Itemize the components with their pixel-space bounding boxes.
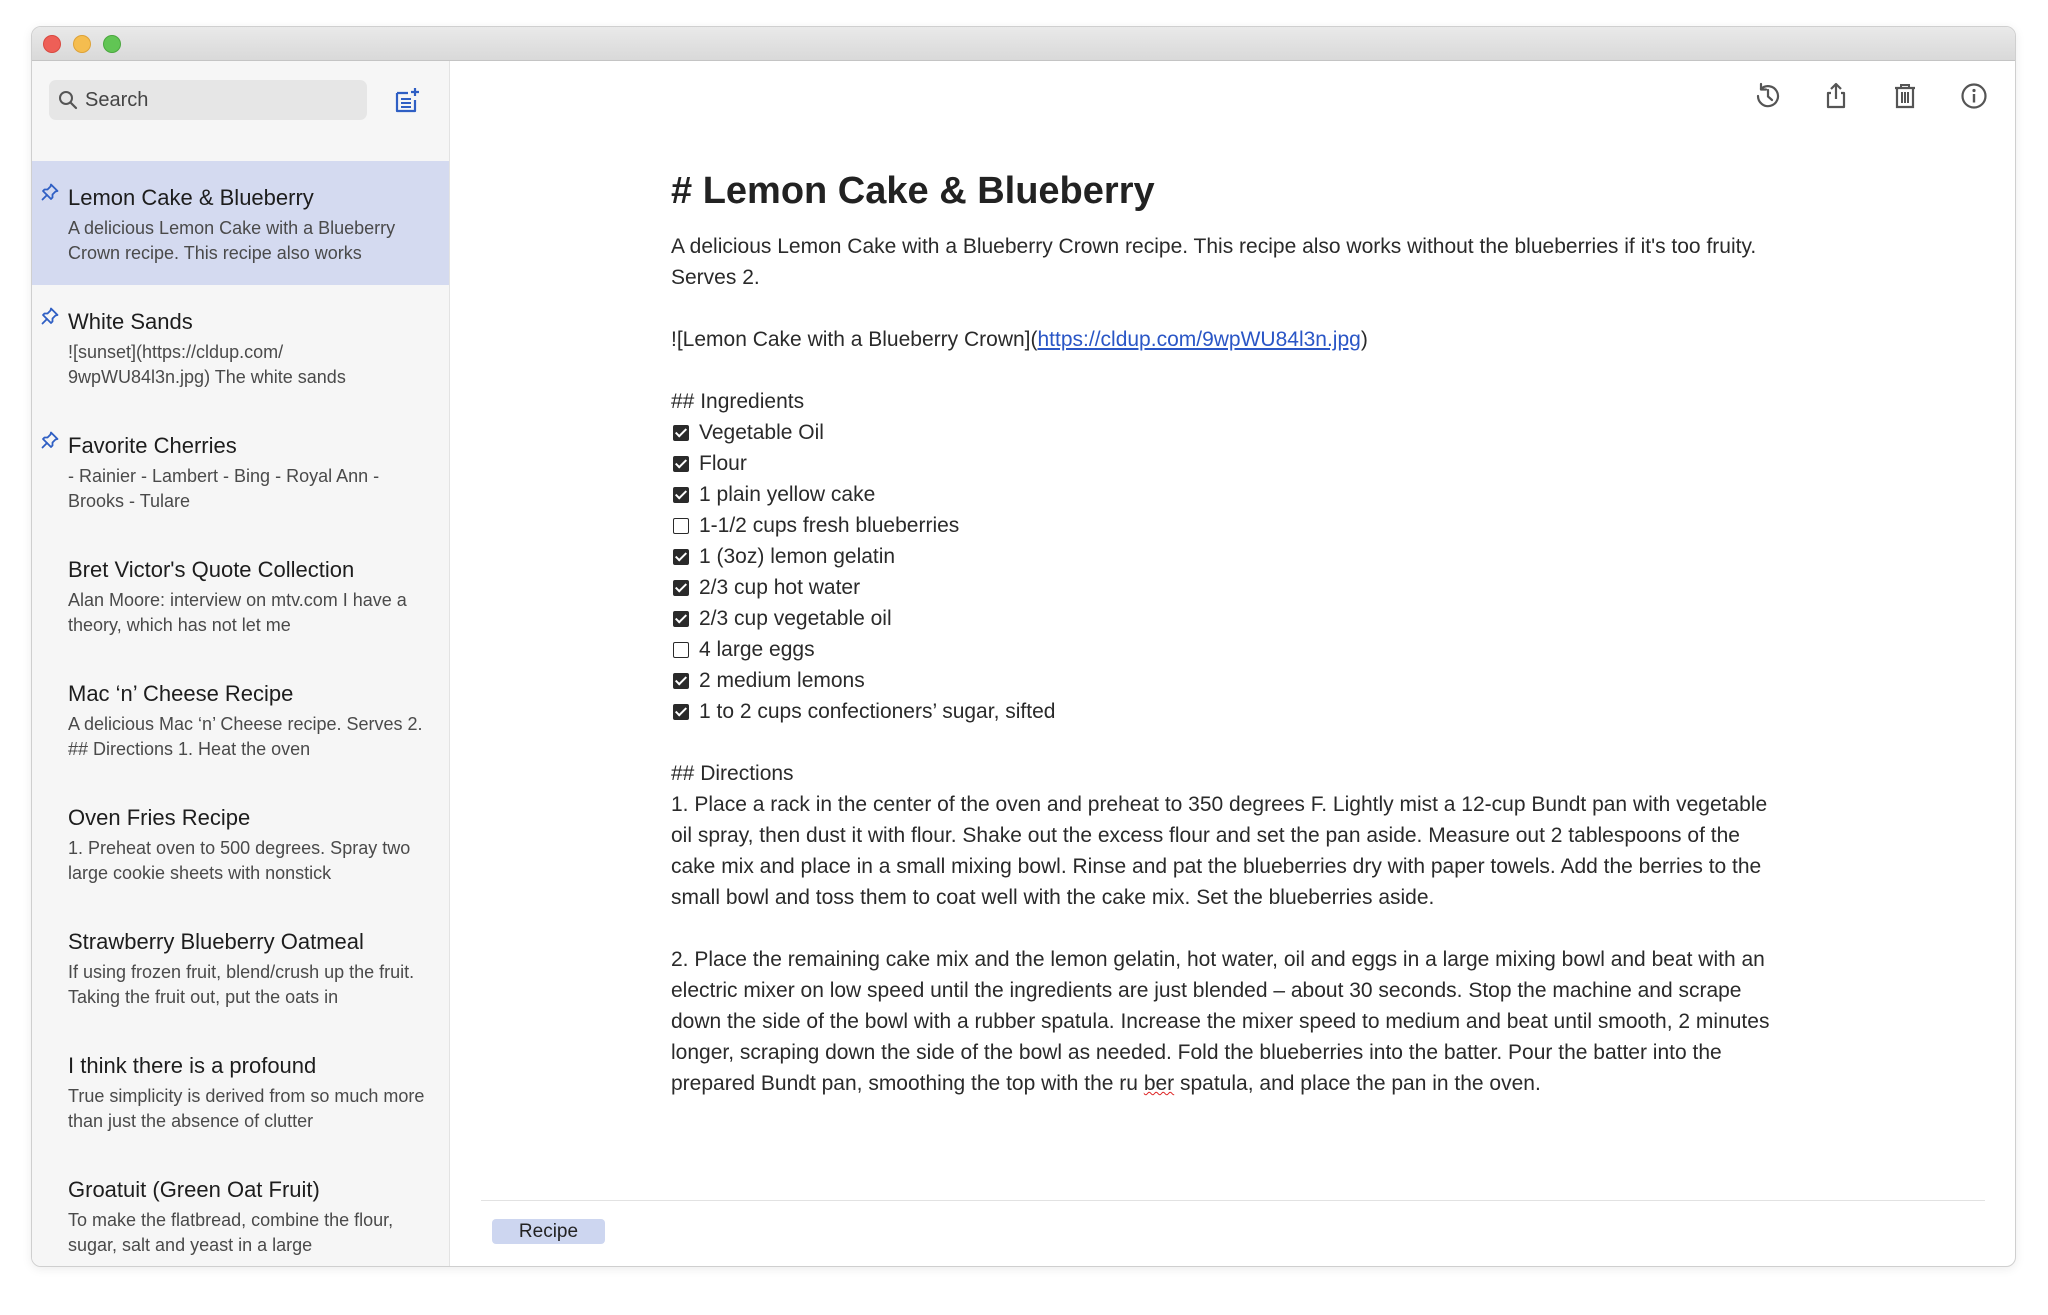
note-list-item[interactable] — [32, 905, 449, 1029]
direction-step-2 — [671, 944, 1781, 1099]
ingredient-label: 1-1/2 cups fresh blueberries — [699, 514, 960, 537]
ingredient-label: 1 to 2 cups confectioners’ sugar, sifted — [699, 700, 1056, 723]
note-list-item[interactable] — [32, 657, 449, 781]
note-title: White Sands — [68, 309, 193, 334]
note-title: Strawberry Blueberry Oatmeal — [68, 929, 364, 954]
direction-step-2-text: 2. Place the remaining cake mix and the lemon gelatin, hot water, oil and eggs in a large mixing bowl and beat with an electric mixer on low speed until the ingredients are just blended – about 30 seconds. Stop the machine and scrape down the side of the bowl with a rubber spatula. Increase the mixer speed to medium and beat until smooth, 2 minutes longer, scraping down the side of the bowl as needed. Fold the blueberries into the batter. Pour the batter into the prepared Bundt pan, smoothing the top with the ru — [671, 948, 1770, 1095]
note-list-item[interactable] — [32, 533, 449, 657]
directions-heading: ## Directions — [671, 762, 794, 785]
ingredient-item — [671, 479, 1781, 510]
pin-icon — [41, 307, 59, 325]
note-snippet: - Rainier - Lambert - Bing - Royal Ann - Brooks - Tulare — [68, 466, 380, 511]
ingredient-label: 2 medium lemons — [699, 669, 865, 692]
checked-checkbox[interactable] — [673, 611, 689, 627]
note-title: Mac ‘n’ Cheese Recipe — [68, 681, 294, 706]
note-snippet: True simplicity is derived from so much more than just the absence of clutter — [68, 1086, 425, 1131]
image-url-link[interactable]: https://cldup.com/9wpWU84l3n.jpg — [1037, 328, 1361, 351]
note-title: Oven Fries Recipe — [68, 805, 251, 830]
checked-checkbox[interactable] — [673, 704, 689, 720]
note-title: I think there is a profound — [68, 1053, 317, 1078]
checked-checkbox[interactable] — [673, 487, 689, 503]
note-snippet: A delicious Lemon Cake with a Blueberry Crown recipe. This recipe also works — [68, 218, 396, 263]
direction-step-2-end: spatula, and place the pan in the oven. — [1174, 1072, 1541, 1095]
trash-icon[interactable] — [1890, 81, 1920, 111]
share-icon[interactable] — [1821, 81, 1851, 111]
note-list-item[interactable] — [32, 161, 449, 285]
checked-checkbox[interactable] — [673, 456, 689, 472]
note-editor[interactable] — [671, 167, 1781, 1099]
ingredients-list — [671, 417, 1781, 727]
sidebar — [32, 61, 450, 1266]
info-icon[interactable] — [1959, 81, 1989, 111]
unchecked-checkbox[interactable] — [673, 518, 689, 534]
search-box[interactable] — [49, 80, 367, 120]
ingredient-label: 2/3 cup vegetable oil — [699, 607, 892, 630]
note-list-item[interactable] — [32, 409, 449, 533]
close-window-button[interactable] — [43, 35, 61, 53]
image-close-paren: ) — [1360, 328, 1368, 351]
spelling-error[interactable]: ber — [1143, 1072, 1175, 1095]
pin-icon — [41, 431, 59, 449]
footer-divider — [481, 1200, 1985, 1201]
note-snippet: If using frozen fruit, blend/crush up the fruit. Taking the fruit out, put the oats in — [68, 962, 415, 1007]
unchecked-checkbox[interactable] — [673, 642, 689, 658]
ingredient-label: 1 plain yellow cake — [699, 483, 876, 506]
note-title: Favorite Cherries — [68, 433, 237, 458]
direction-step-1: 1. Place a rack in the center of the oven and preheat to 350 degrees F. Lightly mist a 12-cup Bundt pan with vegetable oil spray, then dust it with flour. Shake out the excess flour and set the pan aside. Measure out 2 tablespoons of the cake mix and place in a small mixing bowl. Rinse and pat the blueberries dry with paper towels. Add the berries to the small bowl and toss them to coat well with the cake mix. Set the blueberries aside. — [671, 793, 1768, 909]
app-window — [31, 26, 2016, 1267]
note-list — [32, 161, 449, 1267]
checked-checkbox[interactable] — [673, 549, 689, 565]
checked-checkbox[interactable] — [673, 673, 689, 689]
image-markdown-line — [671, 324, 1781, 355]
title-bar — [32, 27, 2015, 61]
ingredient-item — [671, 541, 1781, 572]
tag-chip[interactable]: Recipe — [492, 1219, 605, 1244]
checked-checkbox[interactable] — [673, 425, 689, 441]
note-snippet: 1. Preheat oven to 500 degrees. Spray two large cookie sheets with nonstick — [68, 838, 411, 883]
ingredient-label: 4 large eggs — [699, 638, 815, 661]
new-note-icon[interactable] — [393, 86, 421, 114]
search-icon — [58, 90, 78, 110]
history-icon[interactable] — [1752, 81, 1782, 111]
note-title: Bret Victor's Quote Collection — [68, 557, 355, 582]
note-list-item[interactable] — [32, 781, 449, 905]
ingredient-item — [671, 696, 1781, 727]
note-title: Groatuit (Green Oat Fruit) — [68, 1177, 320, 1202]
note-snippet: To make the flatbread, combine the flour, sugar, salt and yeast in a large — [68, 1210, 394, 1255]
checked-checkbox[interactable] — [673, 580, 689, 596]
ingredient-item — [671, 603, 1781, 634]
note-intro: A delicious Lemon Cake with a Blueberry Crown recipe. This recipe also works without the blueberries if it's too fruity. Serves 2. — [671, 235, 1757, 289]
note-snippet: Alan Moore: interview on mtv.com I have a theory, which has not let me — [68, 590, 407, 635]
ingredient-item — [671, 417, 1781, 448]
search-input[interactable] — [85, 80, 355, 120]
note-list-item[interactable] — [32, 1153, 449, 1267]
ingredients-heading: ## Ingredients — [671, 390, 805, 413]
note-list-item[interactable] — [32, 285, 449, 409]
zoom-window-button[interactable] — [103, 35, 121, 53]
pin-icon — [41, 183, 59, 201]
ingredient-item — [671, 634, 1781, 665]
ingredient-label: Flour — [699, 452, 747, 475]
note-title-heading: # Lemon Cake & Blueberry — [671, 170, 1155, 212]
ingredient-label: Vegetable Oil — [699, 421, 824, 444]
ingredient-item — [671, 510, 1781, 541]
ingredient-label: 2/3 cup hot water — [699, 576, 861, 599]
image-alt-text: ![Lemon Cake with a Blueberry Crown]( — [671, 328, 1038, 351]
note-list-item[interactable] — [32, 1029, 449, 1153]
note-title: Lemon Cake & Blueberry — [68, 185, 314, 210]
note-snippet: ![sunset](https://cldup.com/ 9wpWU84l3n.jpg) The white sands — [68, 342, 346, 387]
ingredient-item — [671, 665, 1781, 696]
ingredient-item — [671, 448, 1781, 479]
ingredient-label: 1 (3oz) lemon gelatin — [699, 545, 896, 568]
note-snippet: A delicious Mac ‘n’ Cheese recipe. Serves 2. ## Directions 1. Heat the oven — [68, 714, 423, 759]
ingredient-item — [671, 572, 1781, 603]
minimize-window-button[interactable] — [73, 35, 91, 53]
